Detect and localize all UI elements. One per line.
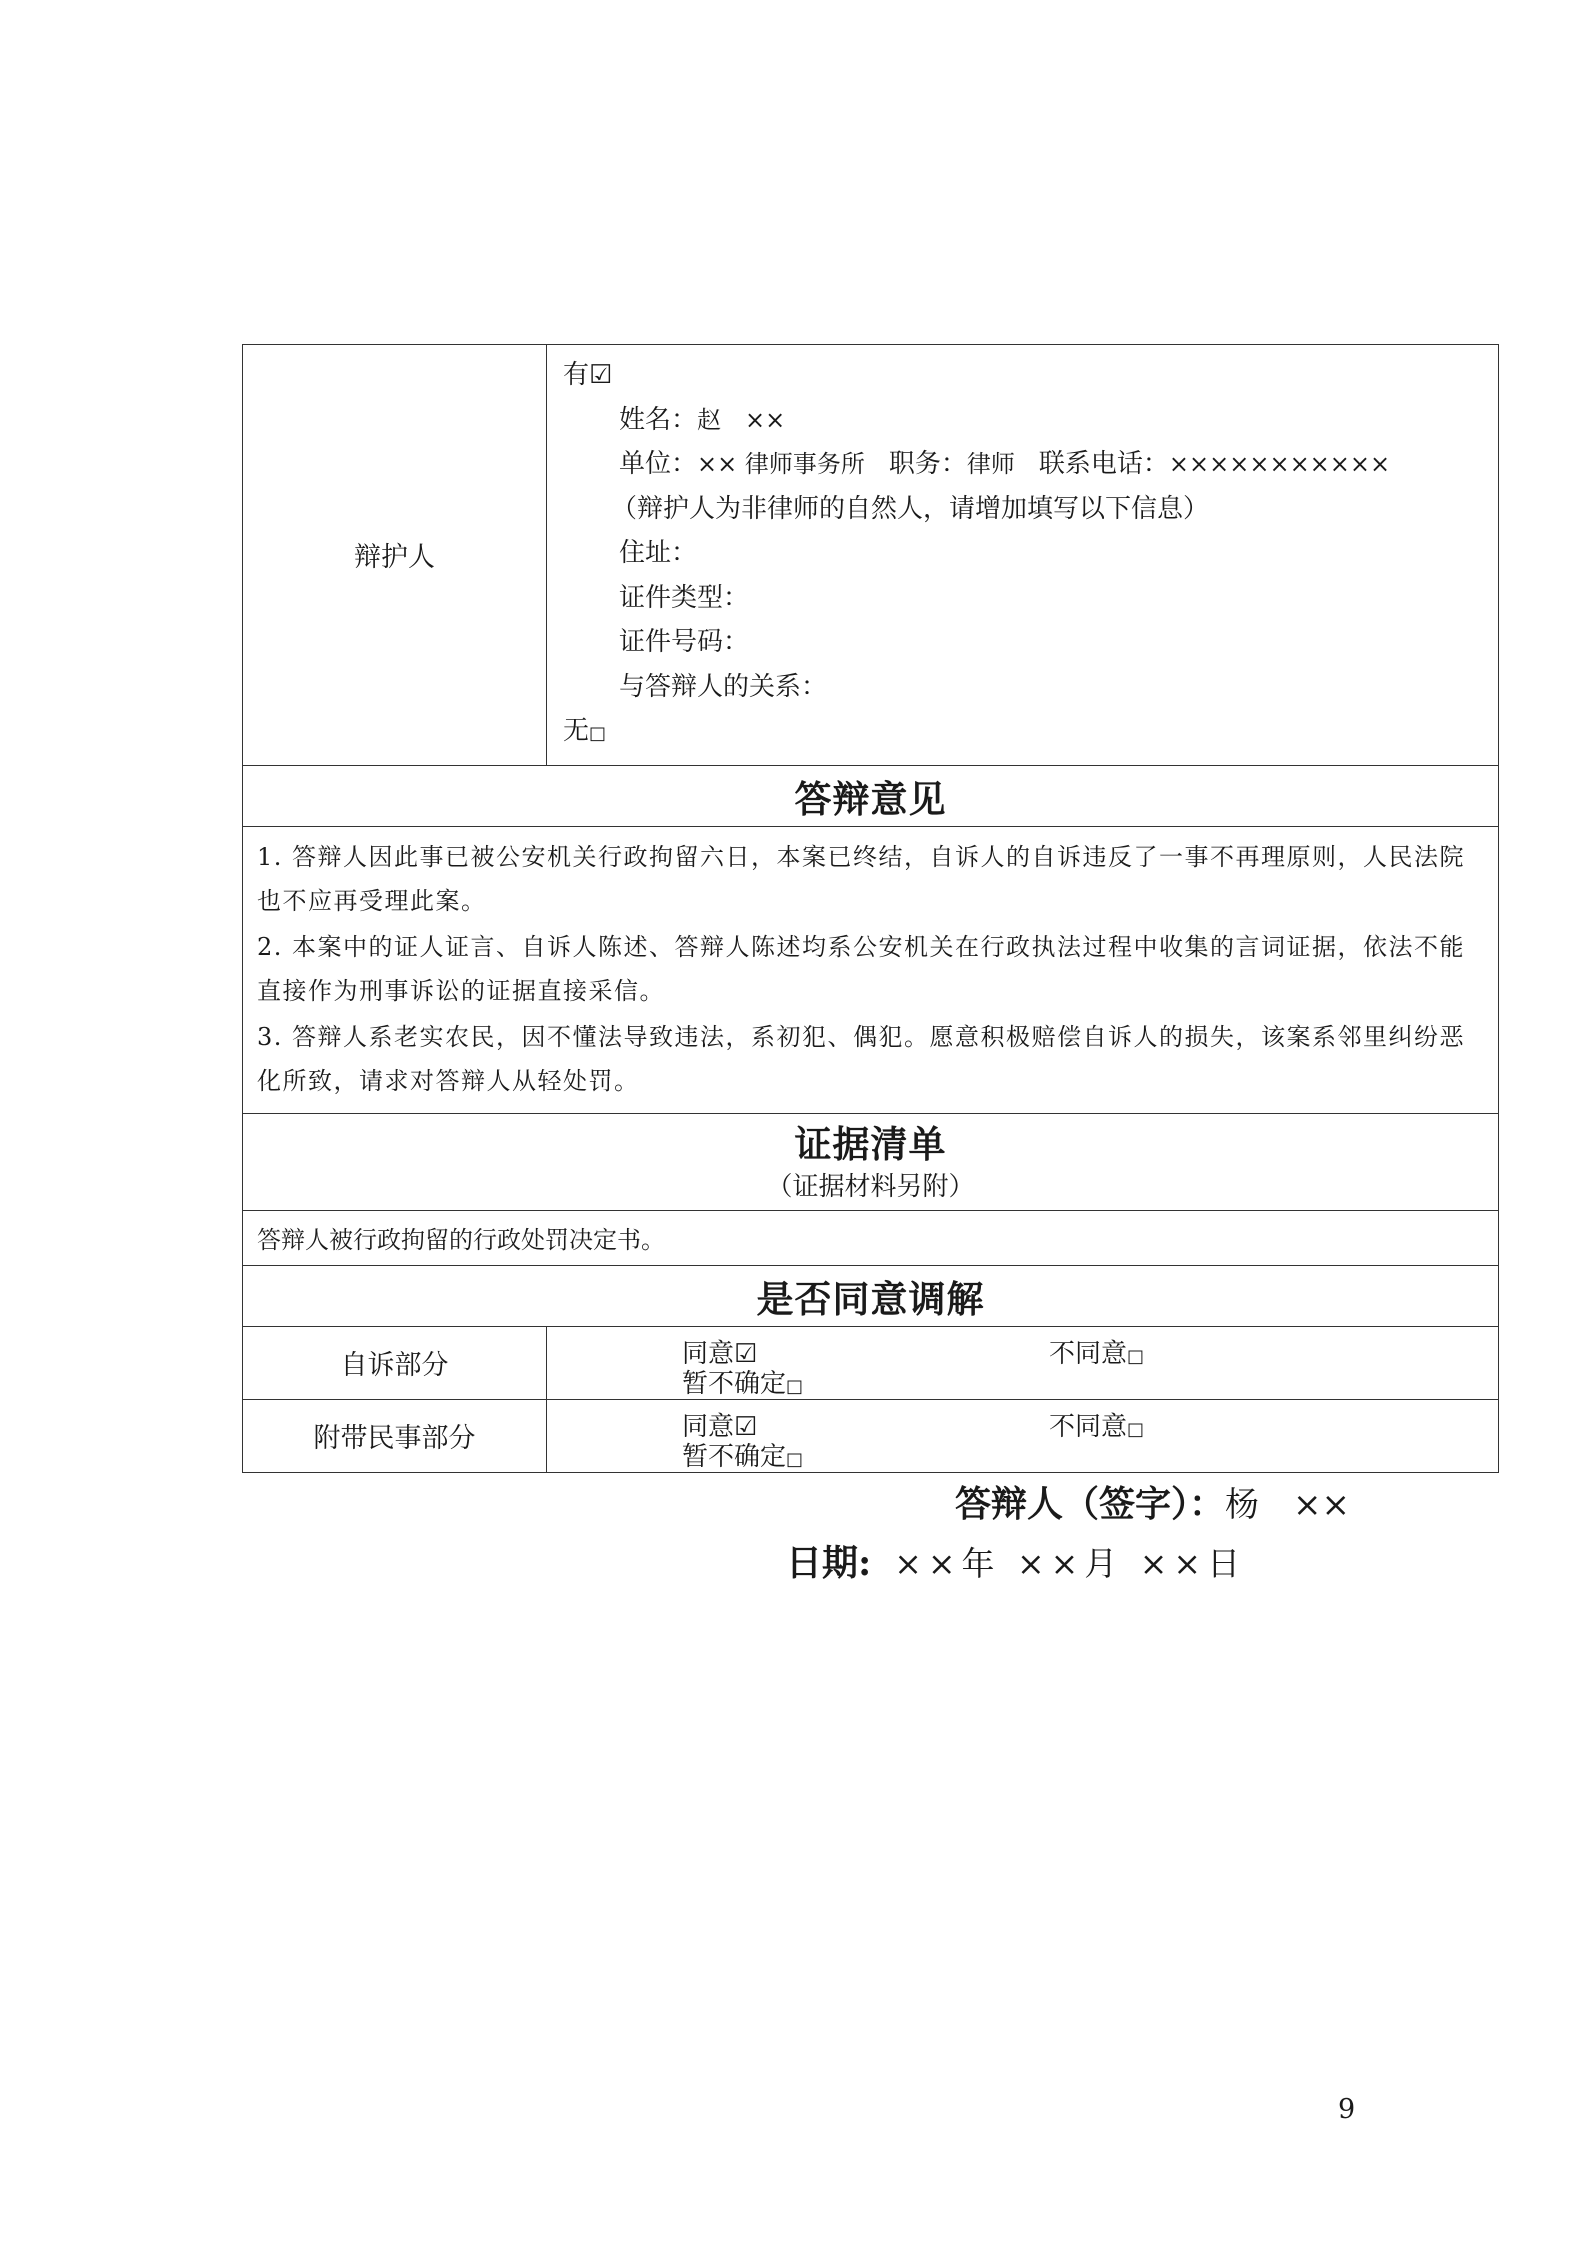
disagree-checkbox[interactable]: □: [1127, 1345, 1145, 1367]
position-label: 职务：: [888, 449, 967, 479]
mediation-heading: 是否同意调解: [243, 1265, 1499, 1326]
unit-value: ×× 律师事务所: [697, 450, 865, 478]
position-value: 律师: [966, 450, 1015, 478]
disagree-label: 不同意: [1049, 1411, 1128, 1442]
defender-details: [547, 345, 1499, 766]
signature-line: [955, 1476, 1350, 1527]
mediation-options: [547, 1399, 1499, 1472]
unsure-checkbox[interactable]: □: [786, 1375, 804, 1397]
name-label: 姓名：: [619, 404, 698, 435]
agree-label: 同意: [682, 1411, 735, 1442]
response-form-table: [242, 344, 1499, 1473]
unsure-label: 暂不确定: [682, 1368, 787, 1399]
unsure-checkbox[interactable]: □: [786, 1448, 804, 1470]
phone-label: 联系电话：: [1038, 449, 1169, 479]
mediation-row-civil: [243, 1399, 1499, 1472]
evidence-subheading: （证据材料另附）: [766, 1171, 975, 1202]
signature-value: 杨 ××: [1225, 1485, 1350, 1525]
signature-label: 答辩人（签字）：: [955, 1483, 1226, 1525]
phone-value: ×××××××××××: [1168, 450, 1391, 478]
no-defender-label: 无: [563, 716, 590, 746]
unit-label: 单位：: [619, 449, 698, 479]
unsure-label: 暂不确定: [682, 1441, 787, 1472]
date-line: [786, 1535, 1246, 1586]
non-lawyer-note: （辩护人为非律师的自然人，请增加填写以下信息）: [611, 493, 1210, 524]
agree-checkbox[interactable]: ☑: [734, 1338, 758, 1369]
address-label: 住址：: [619, 538, 698, 568]
opinion-item: 2. 本案中的证人证言、自诉人陈述、答辩人陈述均系公安机关在行政执法过程中收集的言词证据，依法不能直接作为刑事诉讼的证据直接采信。: [257, 932, 1466, 1005]
agree-checkbox[interactable]: ☑: [734, 1411, 758, 1442]
date-value: ××年 ××月 ××日: [894, 1544, 1247, 1583]
mediation-row-label: 附带民事部分: [243, 1399, 547, 1472]
mediation-options: [547, 1326, 1499, 1399]
id-number-label: 证件号码：: [619, 627, 750, 657]
mediation-row-private: [243, 1326, 1499, 1399]
opinions-list: [243, 826, 1499, 1113]
id-type-label: 证件类型：: [619, 582, 750, 613]
has-defender-label: 有: [563, 360, 590, 390]
name-value: 赵 ××: [697, 405, 786, 434]
disagree-checkbox[interactable]: □: [1127, 1418, 1145, 1440]
has-defender-checkbox[interactable]: ☑: [589, 360, 613, 390]
agree-label: 同意: [682, 1338, 735, 1369]
date-label: 日期:: [786, 1542, 872, 1584]
opinion-item: 3. 答辩人系老实农民，因不懂法导致违法，系初犯、偶犯。愿意积极赔偿自诉人的损失，该案系邻里纠纷恶化所致，请求对答辩人从轻处罚。: [257, 1022, 1466, 1095]
no-defender-checkbox[interactable]: □: [589, 723, 607, 744]
disagree-label: 不同意: [1049, 1338, 1128, 1369]
mediation-row-label: 自诉部分: [243, 1326, 547, 1399]
opinion-item: 1. 答辩人因此事已被公安机关行政拘留六日，本案已终结，自诉人的自诉违反了一事不再理原则，人民法院也不应再受理此案。: [257, 842, 1466, 915]
evidence-heading-cell: [243, 1113, 1499, 1210]
relation-label: 与答辩人的关系：: [619, 671, 828, 702]
page-number: 9: [1338, 2094, 1356, 2125]
evidence-heading: 证据清单: [794, 1121, 947, 1166]
defender-label: 辩护人: [243, 345, 547, 766]
evidence-content: 答辩人被行政拘留的行政处罚决定书。: [243, 1210, 1499, 1265]
opinions-heading: 答辩意见: [243, 765, 1499, 826]
defender-row: [243, 345, 1499, 766]
